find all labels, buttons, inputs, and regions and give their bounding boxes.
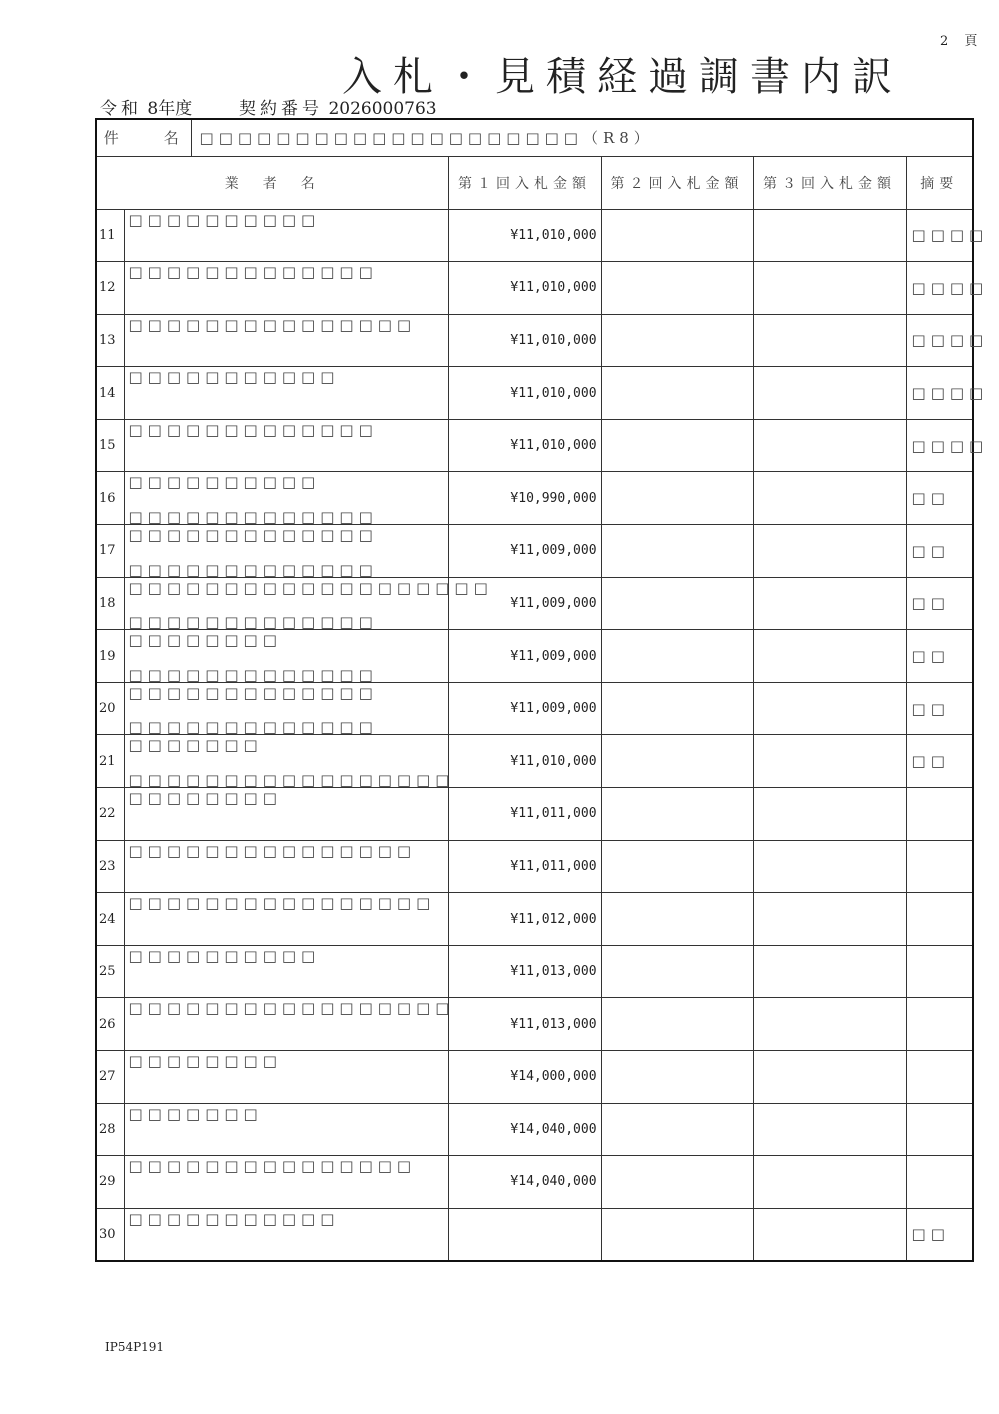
subject-value: □□□□□□□□□□□□□□□□□□□□（R8） [191, 119, 973, 156]
row-note: □□ [906, 735, 973, 788]
bidder-name: □□□□□□□□□□ [128, 946, 321, 965]
row-note: □□ [906, 577, 973, 630]
bidder-name-line2: □□□□□□□□□□□□□ [128, 718, 378, 737]
bid-amount-round3 [753, 893, 906, 946]
bid-amount-round1: ¥11,010,000 [448, 209, 601, 262]
bidder-name-line2: □□□□□□□□□□□□□ [128, 508, 378, 527]
table-row [96, 1103, 973, 1156]
row-note [906, 788, 973, 841]
row-number: 22 [96, 788, 124, 841]
bidder-name-cell [124, 314, 448, 367]
row-note: □□ [906, 1208, 973, 1261]
bidder-name-cell [124, 577, 493, 632]
bidder-name: □□□□□□□□□□□□□□□ [128, 1157, 417, 1176]
document-title: 入札・見積経過調書内訳 [342, 54, 903, 100]
footer-code: IP54P191 [105, 1340, 165, 1354]
bidder-name: □□□□□□□□□□□ [128, 1209, 340, 1228]
bid-amount-round1: ¥11,012,000 [448, 893, 601, 946]
bidder-name-line2: □□□□□□□□□□□□□ [128, 613, 378, 632]
table-row [96, 788, 973, 841]
row-number: 14 [96, 367, 124, 420]
bidder-name: □□□□□□□□□□□□□□□ [128, 841, 417, 860]
bid-amount-round3 [753, 630, 906, 683]
row-number: 20 [96, 682, 124, 735]
bid-amount-round3 [753, 472, 906, 525]
bid-amount-round2 [601, 1156, 753, 1209]
bidder-name-cell [124, 893, 448, 946]
bidder-name-cell [124, 945, 448, 998]
bid-amount-round1: ¥14,040,000 [448, 1156, 601, 1209]
bid-amount-round3 [753, 840, 906, 893]
contract-number-label: 契約番号 [239, 99, 324, 119]
header-note: 摘要 [906, 156, 973, 209]
bidder-name-cell [124, 840, 448, 893]
contract-number-value: 2026000763 [328, 99, 437, 119]
bidder-name-cell [124, 788, 448, 841]
bid-amount-round3 [753, 998, 906, 1051]
row-note: □□ [906, 630, 973, 683]
bidder-name-cell [124, 735, 455, 790]
row-number: 11 [96, 209, 124, 262]
row-note [906, 998, 973, 1051]
bidder-name: □□□□□□□□ [128, 631, 282, 650]
table-row [96, 945, 973, 998]
bid-amount-round2 [601, 419, 753, 472]
bidder-name: □□□□□□□□□□□□□ [128, 526, 378, 545]
table-row [96, 472, 973, 525]
bid-amount-round1: ¥11,011,000 [448, 788, 601, 841]
row-number: 30 [96, 1208, 124, 1261]
fiscal-value: 8年度 [147, 99, 193, 119]
bid-amount-round2 [601, 209, 753, 262]
table-row [96, 525, 973, 578]
table-row [96, 419, 973, 472]
bidder-name: □□□□□□□□□□□□□□□□□□□ [128, 578, 493, 597]
row-number: 29 [96, 1156, 124, 1209]
subject-label: 件 名 [96, 119, 191, 156]
bidder-name-line2: □□□□□□□□□□□□□ [128, 560, 378, 579]
row-number: 27 [96, 1051, 124, 1104]
bid-amount-round1: ¥11,009,000 [448, 630, 601, 683]
bid-amount-round2 [601, 262, 753, 315]
bid-amount-round2 [601, 525, 753, 578]
bid-amount-round3 [753, 262, 906, 315]
bidder-name-cell [124, 630, 448, 683]
table-row [96, 893, 973, 946]
table-row [96, 314, 973, 367]
row-number: 17 [96, 525, 124, 578]
row-number: 16 [96, 472, 124, 525]
bidder-name: □□□□□□□□ [128, 789, 282, 808]
bidder-name: □□□□□□□ [128, 1104, 263, 1123]
table-row [96, 209, 973, 262]
bid-amount-round3 [753, 1103, 906, 1156]
row-number: 13 [96, 314, 124, 367]
bid-amount-round2 [601, 682, 753, 735]
table-row [96, 735, 973, 788]
row-note: □□ [906, 525, 973, 578]
bid-amount-round1: ¥10,990,000 [448, 472, 601, 525]
row-note: □□□□ [906, 262, 973, 315]
bidder-name-line2: □□□□□□□□□□□□□□□□□ [128, 771, 455, 790]
bid-amount-round3 [753, 314, 906, 367]
bid-amount-round1: ¥11,009,000 [448, 525, 601, 578]
bid-amount-round2 [601, 314, 753, 367]
header-round3: 第３回入札金額 [753, 156, 906, 209]
bid-amount-round1: ¥11,010,000 [448, 735, 601, 788]
table-row [96, 630, 973, 683]
row-note [906, 1103, 973, 1156]
row-note [906, 1051, 973, 1104]
row-note [906, 840, 973, 893]
table-row [96, 577, 973, 630]
bidder-name: □□□□□□□□□□□□□□□□ [128, 894, 436, 913]
bid-amount-round3 [753, 1208, 906, 1261]
bidder-name-cell [124, 262, 448, 315]
row-note [906, 945, 973, 998]
bid-amount-round1: ¥11,013,000 [448, 945, 601, 998]
bid-amount-round3 [753, 209, 906, 262]
bid-amount-round1: ¥11,010,000 [448, 419, 601, 472]
fiscal-label: 令和 [100, 99, 142, 119]
bidder-name: □□□□□□□□□□□□□□□ [128, 315, 417, 334]
bidder-name-cell [124, 998, 455, 1051]
bidder-name: □□□□□□□□ [128, 1052, 282, 1070]
bidder-name: □□□□□□□□□□ [128, 210, 321, 229]
bidder-name-cell [124, 525, 448, 578]
row-note: □□ [906, 682, 973, 735]
bid-table [95, 118, 989, 1262]
row-number: 26 [96, 998, 124, 1051]
row-number: 15 [96, 419, 124, 472]
bidder-name-line2: □□□□□□□□□□□□□ [128, 665, 378, 684]
header-name: 業 者 名 [96, 156, 448, 209]
row-number: 18 [96, 577, 124, 630]
bid-amount-round3 [753, 1156, 906, 1209]
bidder-name: □□□□□□□□□□□□□□□□□ [128, 999, 455, 1018]
bid-amount-round3 [753, 735, 906, 788]
row-number: 19 [96, 630, 124, 683]
bid-amount-round2 [601, 735, 753, 788]
row-note: □□□□ [906, 367, 973, 420]
bid-amount-round2 [601, 840, 753, 893]
bid-amount-round1: ¥11,013,000 [448, 998, 601, 1051]
table-body [96, 209, 989, 1261]
bid-amount-round2 [601, 788, 753, 841]
header-round2: 第２回入札金額 [601, 156, 753, 209]
bid-amount-round3 [753, 525, 906, 578]
bid-amount-round1: ¥14,000,000 [448, 1051, 601, 1104]
bidder-name-cell [124, 1156, 448, 1209]
meta-line [100, 94, 437, 119]
bidder-name-cell [124, 1208, 448, 1261]
bidder-name: □□□□□□□□□□□□□ [128, 683, 378, 702]
bid-amount-round3 [753, 945, 906, 998]
row-number: 23 [96, 840, 124, 893]
row-number: 24 [96, 893, 124, 946]
row-number: 12 [96, 262, 124, 315]
bid-amount-round3 [753, 1051, 906, 1104]
row-note: □□□□ [906, 209, 973, 262]
bid-amount-round2 [601, 998, 753, 1051]
bid-amount-round2 [601, 472, 753, 525]
row-number: 25 [96, 945, 124, 998]
table-row [96, 367, 973, 420]
bidder-name-cell [124, 1051, 448, 1104]
table-row [96, 1208, 973, 1261]
row-note: □□□□ [906, 314, 973, 367]
bid-amount-round1: ¥11,010,000 [448, 262, 601, 315]
bidder-name-cell [124, 682, 448, 735]
table-row [96, 262, 973, 315]
bid-amount-round1 [448, 1208, 601, 1261]
bid-amount-round2 [601, 577, 753, 630]
bid-amount-round3 [753, 788, 906, 841]
table-row [96, 998, 973, 1051]
bid-amount-round2 [601, 1051, 753, 1104]
bid-amount-round2 [601, 367, 753, 420]
table-row [96, 1156, 973, 1209]
bidder-name: □□□□□□□□□□ [128, 473, 321, 492]
row-note: □□ [906, 472, 973, 525]
bidder-name-cell [124, 367, 448, 420]
bidder-name: □□□□□□□□□□□ [128, 368, 340, 387]
row-note: □□□□ [906, 419, 973, 472]
table-row [96, 1051, 973, 1104]
bid-amount-round3 [753, 419, 906, 472]
bidder-name: □□□□□□□□□□□□□ [128, 420, 378, 439]
bidder-name-cell [124, 419, 448, 472]
bid-amount-round1: ¥11,010,000 [448, 367, 601, 420]
bid-amount-round1: ¥11,009,000 [448, 682, 601, 735]
bid-amount-round1: ¥11,011,000 [448, 840, 601, 893]
bid-amount-round1: ¥11,009,000 [448, 577, 601, 630]
row-number: 28 [96, 1103, 124, 1156]
row-number: 21 [96, 735, 124, 788]
bid-amount-round2 [601, 1208, 753, 1261]
table-row [96, 840, 973, 893]
subject-row [96, 119, 973, 156]
bid-amount-round2 [601, 945, 753, 998]
bidder-name: □□□□□□□□□□□□□ [128, 263, 378, 282]
bidder-name-cell [124, 1103, 448, 1156]
row-note [906, 1156, 973, 1209]
bid-amount-round1: ¥11,010,000 [448, 314, 601, 367]
bidder-name: □□□□□□□ [128, 736, 263, 755]
page-number: 2 頁 [940, 34, 984, 49]
bid-amount-round2 [601, 893, 753, 946]
header-row [96, 156, 973, 209]
bid-amount-round2 [601, 1103, 753, 1156]
bid-amount-round3 [753, 682, 906, 735]
bidder-name-cell [124, 472, 448, 525]
header-round1: 第１回入札金額 [448, 156, 601, 209]
table-row [96, 682, 973, 735]
bid-amount-round1: ¥14,040,000 [448, 1103, 601, 1156]
bidder-name-cell [124, 209, 448, 262]
bid-amount-round2 [601, 630, 753, 683]
row-note [906, 893, 973, 946]
bid-amount-round3 [753, 367, 906, 420]
bid-amount-round3 [753, 577, 906, 630]
